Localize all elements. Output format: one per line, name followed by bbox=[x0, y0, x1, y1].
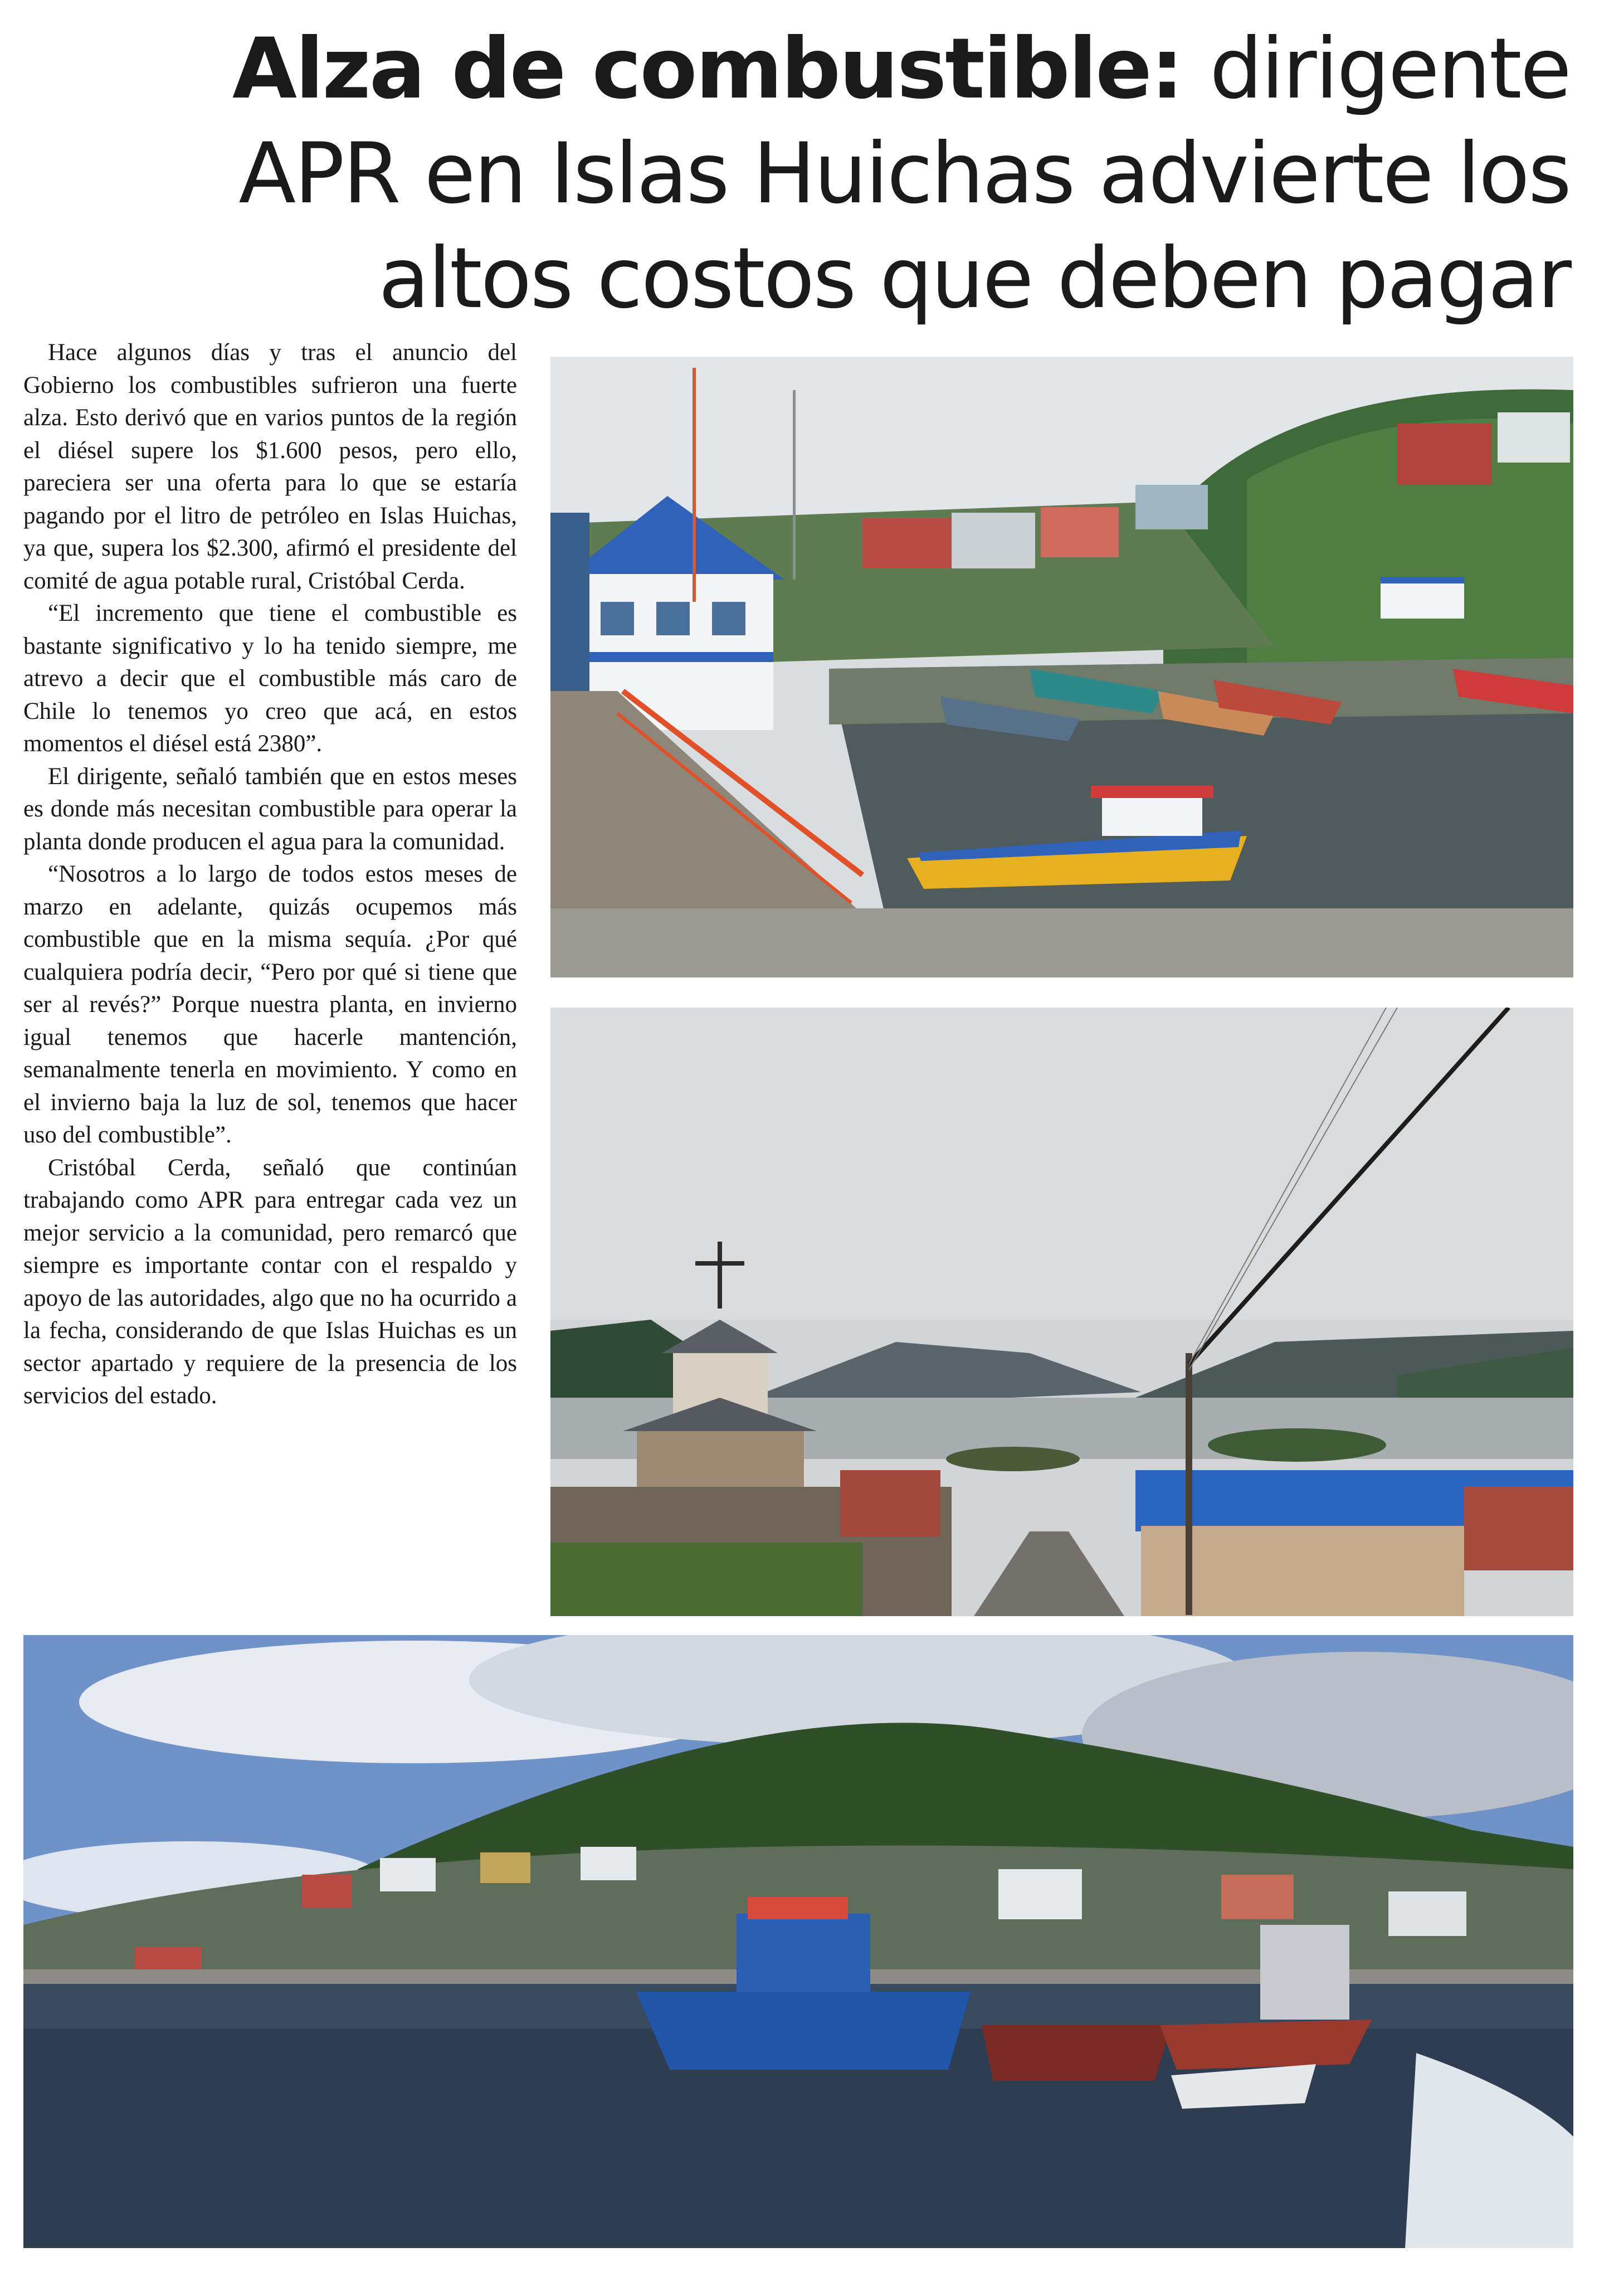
bay-photo bbox=[23, 1635, 1573, 2248]
article-headline bbox=[84, 17, 1570, 331]
article-paragraph-3: El dirigente, señaló también que en estos meses es donde más necesitan combustible para operar la planta donde producen el agua para la comunidad. bbox=[23, 763, 517, 855]
church-photo bbox=[550, 1008, 1573, 1616]
article-paragraph-5: Cristóbal Cerda, señaló que continúan trabajando como APR para entregar cada vez un mejor servicio a la comunidad, pero remarcó que siempre es importante contar con el respaldo y apoyo de las autoridades, algo que no ha ocurrido a la fecha, considerando de que Islas Huichas es un sector apartado y requiere de la presencia de los servicios del estado. bbox=[23, 1154, 517, 1409]
article-paragraph-4: “Nosotros a lo largo de todos estos meses de marzo en adelante, quizás ocupemos más combustible que en la misma sequía. ¿Por qué cualquiera podría decir, “Pero por qué si tiene que ser al revés?” Porque nuestra planta, en invierno igual tenemos que hacerle mantención, semanalmente tenerla en movimiento. Y como en el invierno baja la luz de sol, tenemos que hacer uso del combustible”. bbox=[23, 861, 517, 1148]
headline-rest: dirigente APR en Islas Huichas advierte los altos costos que deben pagar bbox=[238, 21, 1570, 327]
headline-lead: Alza de combustible: bbox=[232, 21, 1182, 118]
article-body bbox=[23, 337, 517, 1413]
harbor-photo bbox=[550, 357, 1573, 977]
article-paragraph-1: Hace algunos días y tras el anuncio del Gobierno los combustibles sufrieron una fuerte alza. Esto derivó que en varios puntos de la región el diésel supere los $1.600 pesos, pero ello, pareciera ser una oferta para lo que se estaría pagando por el litro de petróleo en Islas Huichas, ya que, supera los $2.300, afirmó el presidente del comité de agua potable rural, Cristóbal Cerda. bbox=[23, 339, 517, 594]
article-paragraph-2: “El incremento que tiene el combustible es bastante significativo y lo ha tenido siempre, me atrevo a decir que el combustible más caro de Chile lo tenemos yo creo que acá, en estos momentos el diésel está 2380”. bbox=[23, 600, 517, 757]
